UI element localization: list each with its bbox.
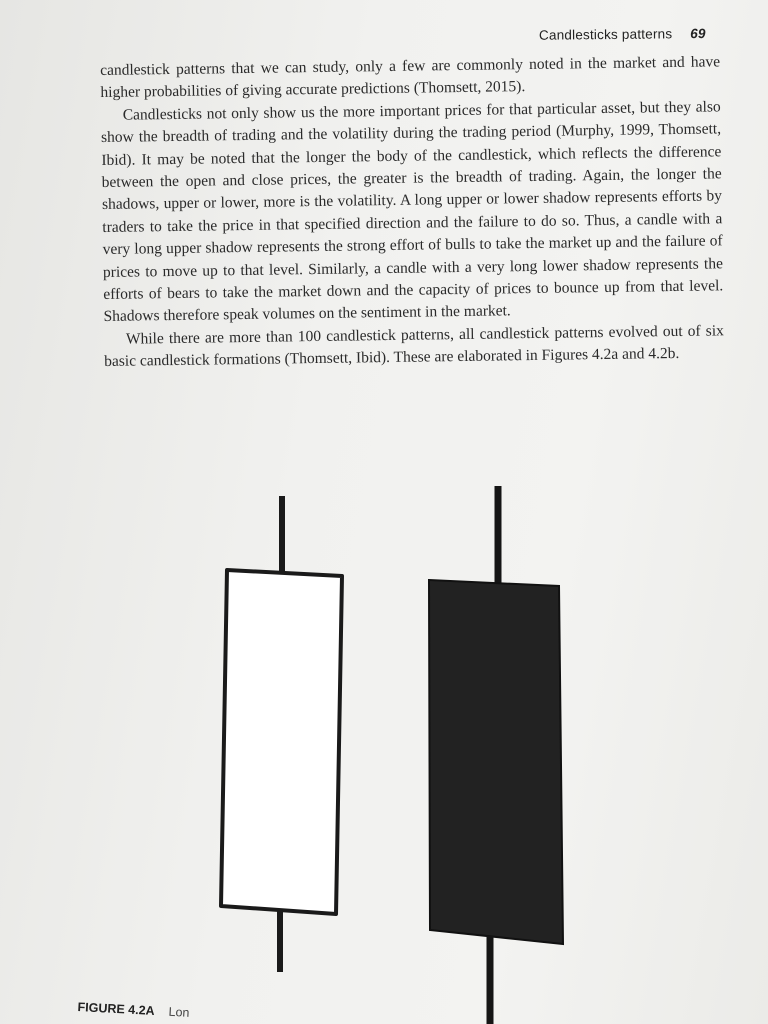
paragraph-2: Candlesticks not only show us the more important prices for that particular asset, but they also show the breadth of trading and the volatility during the trading period (Murphy, 1999, Thomsett, Ibid). It may be noted that the longer the body of the candlestick, which reflects the difference between the open and close prices, the greater is the breadth of trading. Again, the longer the shadows, upper or lower, more is the volatility. A long upper or lower shadow represents efforts by traders to take the price in that specified direction and the failure to do so. Thus, a candle with a very long upper shadow represents the strong effort of bulls to take the market up and the failure of prices to move up to that level. Similarly, a candle with a very long lower shadow represents the efforts of bears to take the market down and the capacity of prices to bounce up from that level. Shadows therefore speak volumes on the sentiment in the market. xyxy=(100,98,724,326)
white-candle xyxy=(221,496,342,972)
black-candle-body xyxy=(429,580,563,944)
figure-label: FIGURE 4.2A xyxy=(77,1000,156,1019)
white-candle-body xyxy=(221,570,342,914)
running-title: Candlesticks patterns xyxy=(539,26,673,43)
caption-text: Lon xyxy=(168,1004,190,1020)
paragraph-1: candlestick patterns that we can study, only a few are commonly noted in the market and have higher probabilities of giving accurate predictions (Thomsett, 2015). xyxy=(100,53,721,102)
page-number: 69 xyxy=(690,26,707,42)
black-candle xyxy=(429,486,563,1024)
paragraph-3: While there are more than 100 candlestick patterns, all candlestick patterns evolved out of six basic candlestick formations (Thomsett, Ibid). These are elaborated in Figures 4.2a and 4.2b. xyxy=(104,322,724,371)
